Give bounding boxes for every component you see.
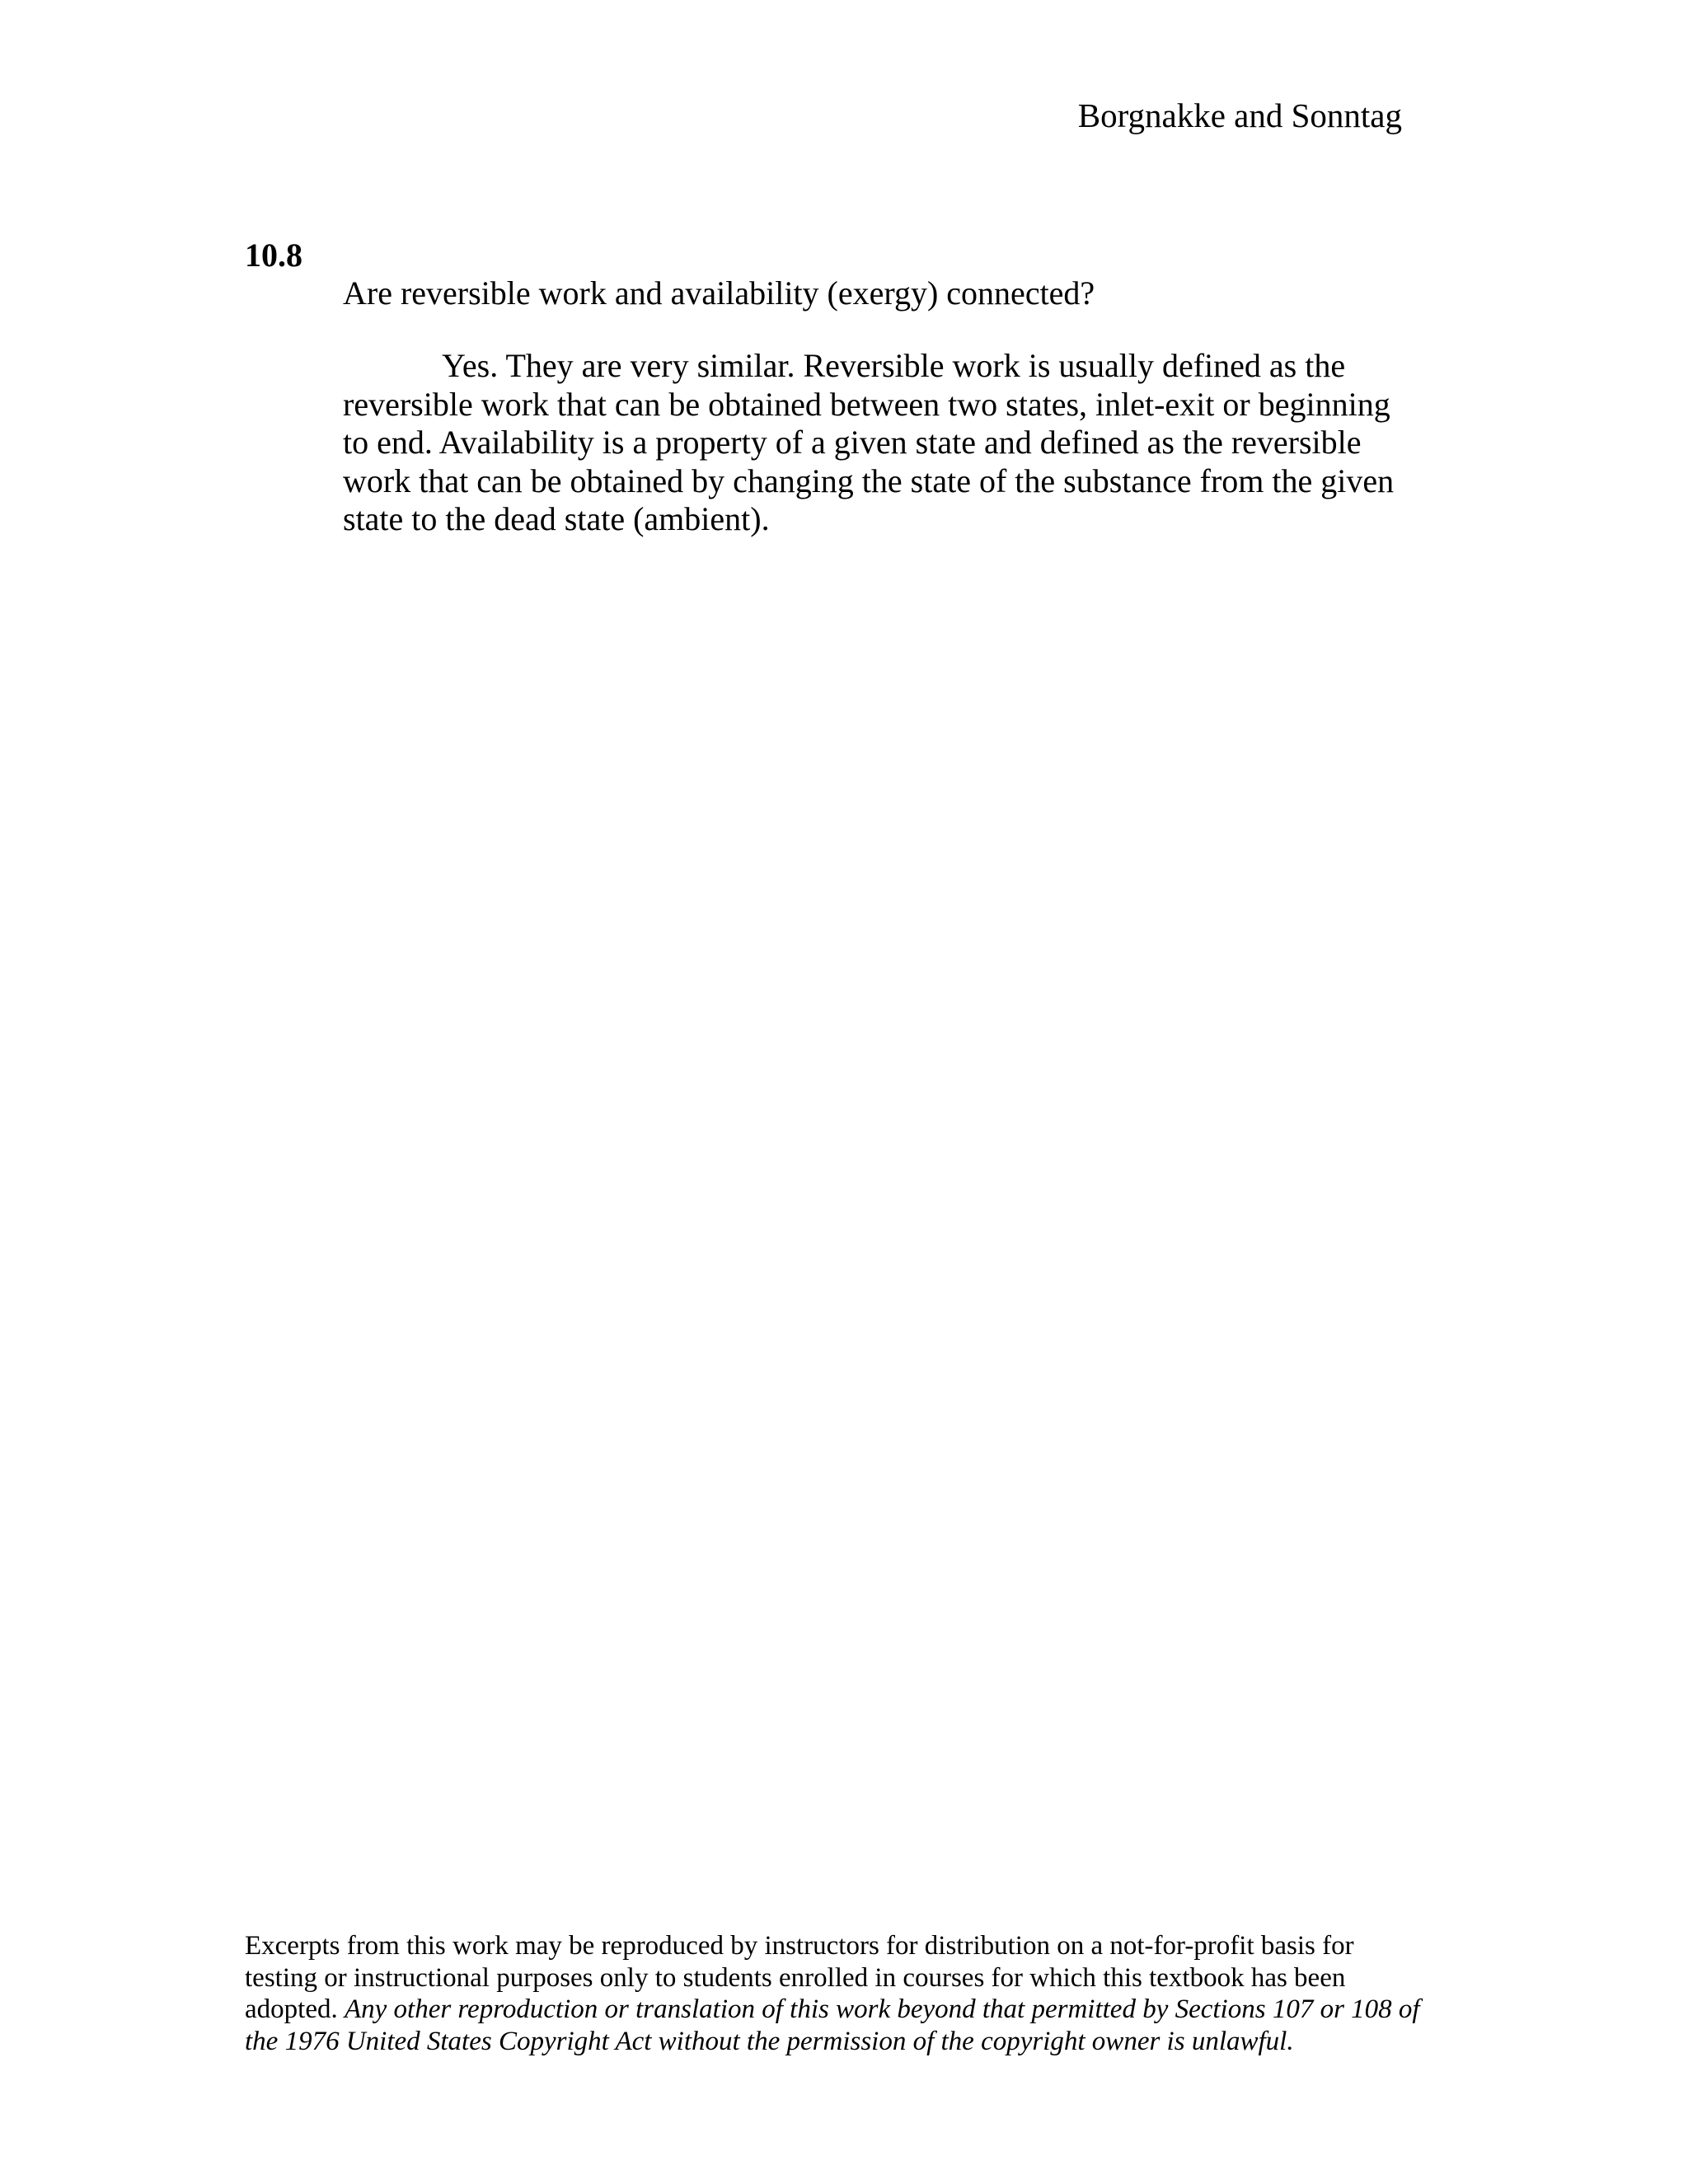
copyright-notice [245,1930,1423,2057]
copyright-notice-regular: Excerpts from this work may be reproduced by instructors for distribution on a not-for-profit basis for testing or instructional purposes only to students enrolled in courses for which this textbook has been adopted. [245,1931,1354,2024]
problem-question: Are reversible work and availability (exergy) connected? [343,274,1095,312]
problem-number: 10.8 [245,237,302,274]
page-header-authors: Borgnakke and Sonntag [1077,96,1402,134]
copyright-notice-italic: Any other reproduction or translation of this work beyond that permitted by Sections 107 or 108 of the 1976 United States Copyright Act without the permission of the copyright owner is unlawful. [245,1994,1420,2056]
problem-answer: Yes. They are very similar. Reversible work is usually defined as the reversible work that can be obtained between two states, inlet-exit or beginning to end. Availability is a property of a given state and defined as the reversible work that can be obtained by changing the state of the substance from the given state to the dead state (ambient). [343,347,1395,537]
